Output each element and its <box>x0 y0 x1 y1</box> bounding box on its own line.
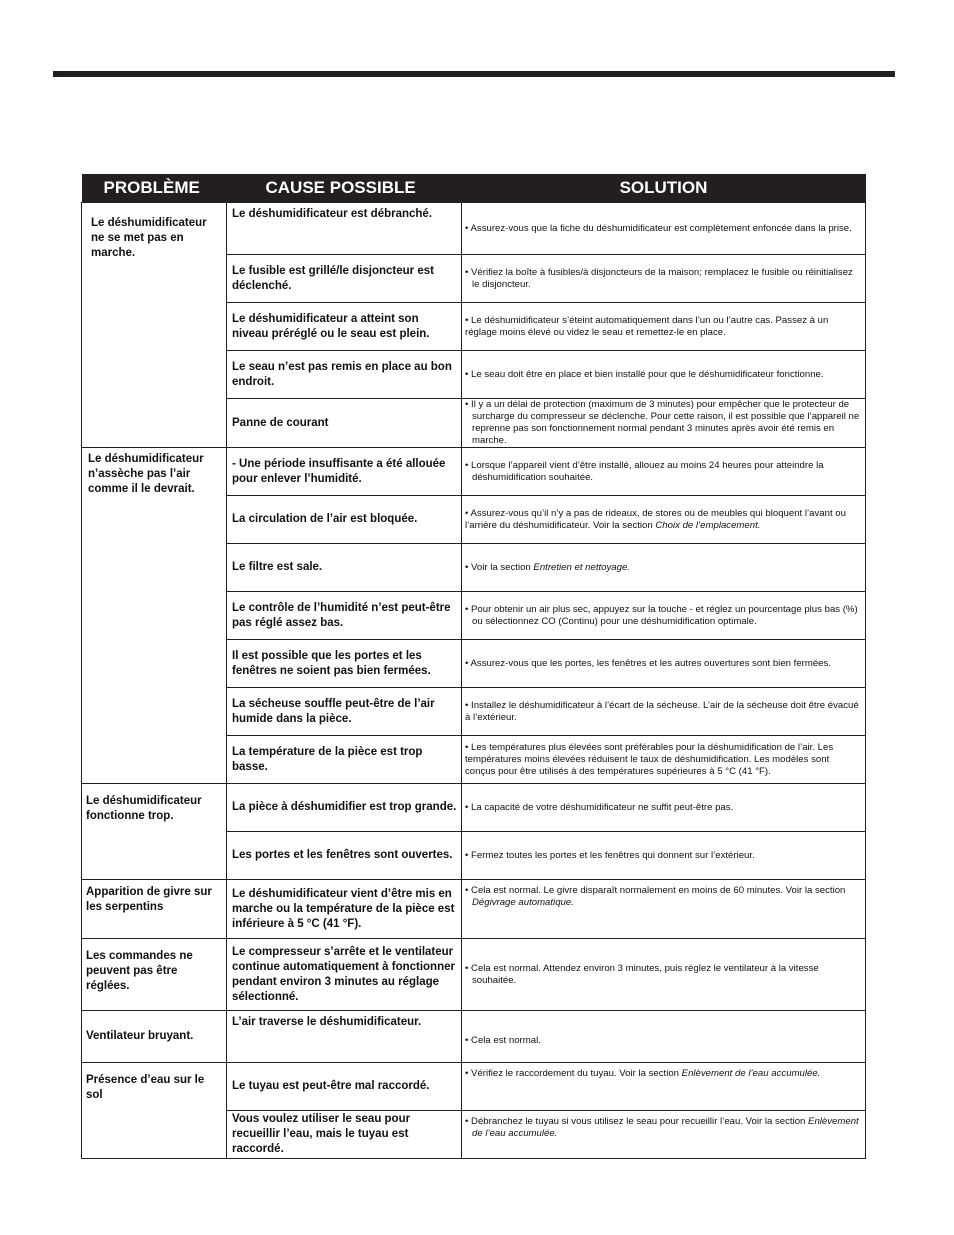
cause-cell: Le déshumidificateur a atteint son niveau préréglé ou le seau est plein. <box>227 303 462 351</box>
problem-cell: Le déshumidificateur ne se met pas en marche. <box>82 203 227 448</box>
table-row <box>82 784 866 832</box>
solution-cell <box>462 496 866 544</box>
solution-text <box>465 1068 861 1080</box>
cause-cell: - Une période insuffisante a été allouée pour enlever l’humidité. <box>227 448 462 496</box>
solution-cell <box>462 736 866 784</box>
cause-cell: Le seau n’est pas remis en place au bon endroit. <box>227 351 462 399</box>
cause-cell: Le contrôle de l’humidité n’est peut-être pas réglé assez bas. <box>227 592 462 640</box>
solution-text-main: • Voir la section <box>465 561 534 573</box>
solution-text <box>465 885 861 909</box>
cause-cell: Le filtre est sale. <box>227 544 462 592</box>
solution-text: • Assurez-vous que la fiche du déshumidificateur est complètement enfoncée dans la prise. <box>465 222 852 234</box>
solution-cell <box>462 1011 866 1063</box>
cause-cell: La température de la pièce est trop basse. <box>227 736 462 784</box>
troubleshooting-table <box>81 174 866 1159</box>
solution-text: • La capacité de votre déshumidificateur ne suffit peut-être pas. <box>465 801 734 813</box>
solution-text <box>465 562 861 574</box>
solution-text: • Cela est normal. <box>465 1034 541 1046</box>
cause-cell: Le compresseur s’arrête et le ventilateur continue automatiquement à fonctionner pendant environ 3 minutes au réglage sélectionné. <box>227 939 462 1011</box>
cause-cell: La sécheuse souffle peut-être de l’air humide dans la pièce. <box>227 688 462 736</box>
solution-text: • Le seau doit être en place et bien installé pour que le déshumidificateur fonctionne. <box>465 368 824 380</box>
header-problem: PROBLÈME <box>82 174 227 203</box>
cause-cell: Vous voulez utiliser le seau pour recueillir l’eau, mais le tuyau est raccordé. <box>227 1111 462 1159</box>
solution-cell <box>462 351 866 399</box>
solution-cell <box>462 448 866 496</box>
header-solution: SOLUTION <box>462 174 866 203</box>
solution-cell <box>462 832 866 880</box>
cause-cell: Le fusible est grillé/le disjoncteur est déclenché. <box>227 255 462 303</box>
cause-cell: Le déshumidificateur vient d’être mis en marche ou la température de la pièce est inférieure à 5 °C (41 °F). <box>227 880 462 939</box>
solution-reference: Enlèvement de l’eau accumulée. <box>472 1116 859 1139</box>
solution-reference: Choix de l’emplacement. <box>655 519 761 531</box>
solution-cell <box>462 255 866 303</box>
table-row <box>82 203 866 255</box>
solution-cell <box>462 784 866 832</box>
problem-cell: Le déshumidificateur fonctionne trop. <box>82 784 227 880</box>
solution-text <box>465 508 861 532</box>
table-row <box>82 448 866 496</box>
solution-cell <box>462 544 866 592</box>
solution-text-main: • Assurez-vous qu’il n’y a pas de rideaux, de stores ou de meubles qui bloquent l’avant ou l’arrière du déshumidificateur. Voir la section <box>465 507 846 531</box>
cause-cell: La pièce à déshumidifier est trop grande. <box>227 784 462 832</box>
solution-cell <box>462 880 866 939</box>
solution-cell <box>462 399 866 448</box>
solution-text: • Lorsque l’appareil vient d’être installé, allouez au moins 24 heures pour atteindre la déshumidification souhaitée. <box>465 459 824 483</box>
table-row <box>82 939 866 1011</box>
solution-text: • Cela est normal. Attendez environ 3 minutes, puis réglez le ventilateur à la vitesse souhaitée. <box>465 962 819 986</box>
problem-cell: Apparition de givre sur les serpentins <box>82 880 227 939</box>
solution-text-main: • Débranchez le tuyau si vous utilisez le seau pour recueillir l’eau. Voir la section <box>465 1116 809 1127</box>
top-rule <box>53 71 895 77</box>
solution-text: • Le déshumidificateur s’éteint automatiquement dans l’un ou l’autre cas. Passez à un réglage moins élevé ou videz le seau et remettez-le en place. <box>465 314 829 338</box>
problem-cell: Ventilateur bruyant. <box>82 1011 227 1063</box>
cause-cell: Il est possible que les portes et les fenêtres ne soient pas bien fermées. <box>227 640 462 688</box>
solution-reference: Dégivrage automatique. <box>472 897 574 908</box>
solution-cell <box>462 640 866 688</box>
solution-text: • Il y a un délai de protection (maximum de 3 minutes) pour empêcher que le protecteur de surcharge du compresseur se déclenche. Pour cette raison, il est possible que l’appareil ne reprenne pas son fonctionnement normal pendant 3 minutes après avoir été remis en marche. <box>465 399 860 446</box>
cause-cell: Le déshumidificateur est débranché. <box>227 203 462 255</box>
solution-cell <box>462 688 866 736</box>
problem-cell: Les commandes ne peuvent pas être réglées. <box>82 939 227 1011</box>
solution-text: • Pour obtenir un air plus sec, appuyez sur la touche - et réglez un pourcentage plus bas (%) ou sélectionnez CO (Continu) pour une déshumidification optimale. <box>465 603 858 627</box>
problem-cell: Présence d’eau sur le sol <box>82 1063 227 1159</box>
solution-text <box>465 1116 861 1140</box>
solution-cell <box>462 303 866 351</box>
cause-cell: Panne de courant <box>227 399 462 448</box>
cause-cell: L’air traverse le déshumidificateur. <box>227 1011 462 1063</box>
table-row <box>82 1063 866 1111</box>
solution-cell <box>462 939 866 1011</box>
solution-text: • Fermez toutes les portes et les fenêtres qui donnent sur l’extérieur. <box>465 849 755 861</box>
solution-cell <box>462 203 866 255</box>
solution-text: • Installez le déshumidificateur à l’écart de la sécheuse. L’air de la sécheuse doit être évacué à l’extérieur. <box>465 699 859 723</box>
cause-cell: Le tuyau est peut-être mal raccordé. <box>227 1063 462 1111</box>
solution-text: • Assurez-vous que les portes, les fenêtres et les autres ouvertures sont bien fermées. <box>465 657 831 669</box>
solution-reference: Enlèvement de l’eau accumulée. <box>681 1068 821 1079</box>
header-cause: CAUSE POSSIBLE <box>227 174 462 203</box>
table-header-row <box>82 174 866 203</box>
table-row <box>82 1011 866 1063</box>
solution-reference: Entretien et nettoyage. <box>533 561 630 573</box>
table-row <box>82 880 866 939</box>
solution-cell <box>462 1063 866 1111</box>
cause-cell: La circulation de l’air est bloquée. <box>227 496 462 544</box>
solution-text: • Vérifiez la boîte à fusibles/à disjoncteurs de la maison; remplacez le fusible ou réinitialisez le disjoncteur. <box>465 266 853 290</box>
solution-cell <box>462 1111 866 1159</box>
solution-text-main: • Vérifiez le raccordement du tuyau. Voir la section <box>465 1068 682 1079</box>
solution-text: • Les températures plus élevées sont préférables pour la déshumidification de l’air. Les températures moins élevées réduisent le taux de déshumidification. Les modèles sont conçus pour être utilisés à des températures supérieures à 5 °C (41 °F). <box>465 741 834 777</box>
solution-cell <box>462 592 866 640</box>
problem-cell: Le déshumidificateur n’assèche pas l’air comme il le devrait. <box>82 448 227 784</box>
solution-text-main: • Cela est normal. Le givre disparaît normalement en moins de 60 minutes. Voir la section <box>465 885 846 896</box>
cause-cell: Les portes et les fenêtres sont ouvertes. <box>227 832 462 880</box>
